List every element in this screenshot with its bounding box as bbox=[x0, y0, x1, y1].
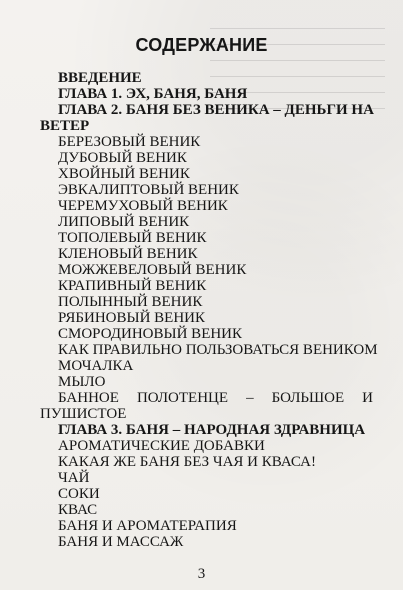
toc-item-linden-broom: ЛИПОВЫЙ ВЕНИК bbox=[58, 214, 190, 230]
toc-item-wormwood-broom: ПОЛЫННЫЙ ВЕНИК bbox=[58, 294, 203, 310]
toc-item-juniper-broom: МОЖЖЕВЕЛОВЫЙ ВЕНИК bbox=[58, 262, 247, 278]
toc-item-bath-massage: БАНЯ И МАССАЖ bbox=[58, 534, 184, 550]
toc-item-birch-broom: БЕРЕЗОВЫЙ ВЕНИК bbox=[58, 134, 201, 150]
page-title: СОДЕРЖАНИЕ bbox=[135, 35, 268, 55]
toc-item-soap: МЫЛО bbox=[58, 374, 106, 390]
toc-word-bath: БАННОЕ bbox=[58, 390, 119, 406]
toc-word-and: И bbox=[362, 390, 373, 406]
toc-item-eucalyptus-broom: ЭВКАЛИПТОВЫЙ ВЕНИК bbox=[58, 182, 239, 198]
toc-item-rowan-broom: РЯБИНОВЫЙ ВЕНИК bbox=[58, 310, 206, 326]
page-number: 3 bbox=[197, 566, 206, 582]
toc-item-towel-line-2: ПУШИСТОЕ bbox=[40, 406, 127, 422]
toc-item-tea-and-kvass: КАКАЯ ЖЕ БАНЯ БЕЗ ЧАЯ И КВАСА! bbox=[58, 454, 316, 470]
toc-item-towel-line-1 bbox=[58, 390, 373, 406]
toc-item-kvass: КВАС bbox=[58, 502, 98, 518]
toc-item-bird-cherry-broom: ЧЕРЕМУХОВЫЙ ВЕНИК bbox=[58, 198, 228, 214]
toc-item-juices: СОКИ bbox=[58, 486, 100, 502]
toc-item-maple-broom: КЛЕНОВЫЙ ВЕНИК bbox=[58, 246, 198, 262]
toc-word-towel: ПОЛОТЕНЦЕ bbox=[136, 390, 229, 406]
toc-item-poplar-broom: ТОПОЛЕВЫЙ ВЕНИК bbox=[58, 230, 207, 246]
toc-item-currant-broom: СМОРОДИНОВЫЙ ВЕНИК bbox=[58, 326, 243, 342]
toc-item-bath-aromatherapy: БАНЯ И АРОМАТЕРАПИЯ bbox=[58, 518, 237, 534]
toc-chapter-2-line-1: ГЛАВА 2. БАНЯ БЕЗ ВЕНИКА – ДЕНЬГИ НА bbox=[58, 102, 374, 118]
toc-word-dash: – bbox=[246, 390, 254, 406]
toc-word-big: БОЛЬШОЕ bbox=[271, 390, 345, 406]
toc-item-aromatic-additives: АРОМАТИЧЕСКИЕ ДОБАВКИ bbox=[58, 438, 265, 454]
toc-chapter-3: ГЛАВА 3. БАНЯ – НАРОДНАЯ ЗДРАВНИЦА bbox=[58, 422, 366, 438]
toc-item-coniferous-broom: ХВОЙНЫЙ ВЕНИК bbox=[58, 166, 190, 182]
toc-item-how-to-use-broom: КАК ПРАВИЛЬНО ПОЛЬЗОВАТЬСЯ ВЕНИКОМ bbox=[58, 342, 378, 358]
toc-chapter-1: ГЛАВА 1. ЭХ, БАНЯ, БАНЯ bbox=[58, 86, 248, 102]
toc-item-washcloth: МОЧАЛКА bbox=[58, 358, 134, 374]
toc-item-nettle-broom: КРАПИВНЫЙ ВЕНИК bbox=[58, 278, 207, 294]
toc-item-oak-broom: ДУБОВЫЙ ВЕНИК bbox=[58, 150, 187, 166]
toc-item-tea: ЧАЙ bbox=[58, 470, 90, 486]
toc-intro: ВВЕДЕНИЕ bbox=[58, 70, 142, 86]
toc-chapter-2-line-2: ВЕТЕР bbox=[40, 118, 90, 134]
